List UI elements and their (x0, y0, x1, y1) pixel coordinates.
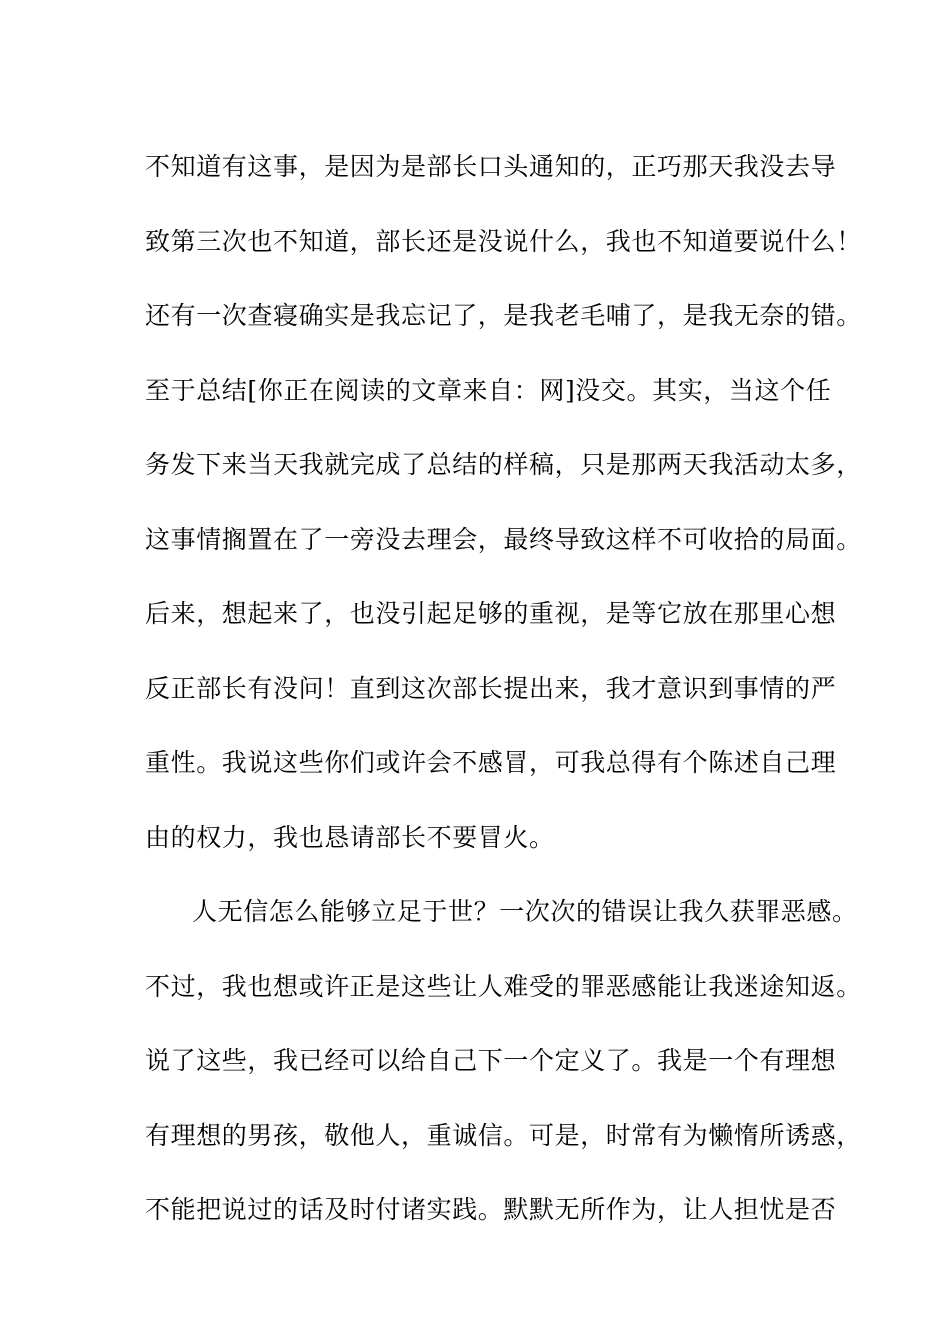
text-line: 反正部长有没问！直到这次部长提出来，我才意识到事情的严 (145, 673, 837, 703)
text-line: 重性。我说这些你们或许会不感冒，可我总得有个陈述自己理 (145, 748, 837, 777)
text-line: 不知道有这事，是因为是部长口头通知的，正巧那天我没去导 (145, 152, 837, 181)
text-line: 有理想的男孩，敬他人，重诚信。可是，时常有为懒惰所诱惑， (145, 1120, 862, 1150)
paragraph-start-line: 人无信怎么能够立足于世？一次次的错误让我久获罪恶感。 (192, 897, 858, 926)
text-line: 不能把说过的话及时付诸实践。默默无所作为，让人担忧是否 (145, 1195, 837, 1224)
text-line: 不过，我也想或许正是这些让人难受的罪恶感能让我迷途知返。 (145, 971, 862, 1001)
text-line: 至于总结[你正在阅读的文章来自：网]没交。其实，当这个任 (145, 375, 832, 405)
text-line: 这事情搁置在了一旁没去理会，最终导致这样不可收拾的局面。 (145, 524, 862, 554)
text-line: 后来，想起来了，也没引起足够的重视，是等它放在那里心想 (145, 599, 837, 628)
body-text (145, 130, 862, 1248)
text-line: 务发下来当天我就完成了总结的样稿，只是那两天我活动太多， (145, 450, 862, 479)
text-line: 还有一次查寝确实是我忘记了，是我老毛哺了，是我无奈的错。 (145, 301, 862, 330)
text-line: 致第三次也不知道，部长还是没说什么，我也不知道要说什么！ (145, 226, 862, 256)
text-line: 说了这些，我已经可以给自己下一个定义了。我是一个有理想 (145, 1046, 837, 1075)
text-line: 由的权力，我也恳请部长不要冒火。 (145, 822, 555, 852)
